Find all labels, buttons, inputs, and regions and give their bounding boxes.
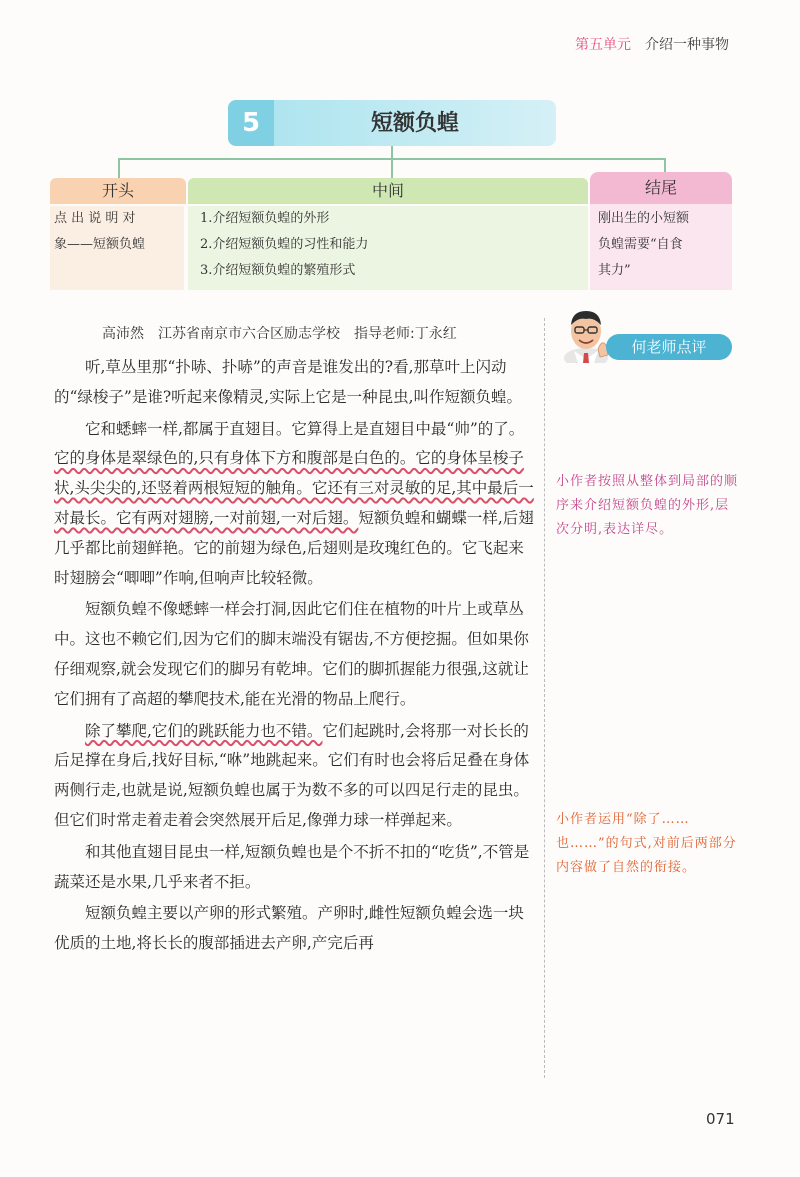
header-topic-label: 介绍一种事物 <box>645 37 729 53</box>
outline-start-body <box>50 206 184 290</box>
margin-divider <box>544 318 545 1078</box>
paragraph-text: 短额负蝗和蝴蝶一样,后翅几乎都比前翅鲜艳。它的前翅为绿色,后翅则是玫瑰红色的。它飞起来时翅膀会“唧唧”作响,但响声比较轻微。 <box>54 508 534 587</box>
outline-middle-item: 3.介绍短额负蝗的繁殖形式 <box>200 263 356 278</box>
essay-body <box>54 353 538 961</box>
lesson-title: 短额负蝗 <box>370 110 459 136</box>
outline-start-line: 点 出 说 明 对 <box>54 211 136 226</box>
outline-end-line: 刚出生的小短额 <box>598 211 690 226</box>
paragraph-text: 它们起跳时,会将那一对长长的后足撑在身后,找好目标,“咻”地跳起来。它们有时也会将后足叠在身体两侧行走,也就是说,短额负蝗也属于为数不多的可以四足行走的昆虫。但它们时常走着走着会突然展开后足,像弹力球一样弹起来。 <box>54 721 530 829</box>
paragraph: 和其他直翅目昆虫一样,短额负蝗也是个不折不扣的“吃货”,不管是蔬菜还是水果,几乎来者不拒。 <box>54 842 530 891</box>
connector-line <box>664 158 666 172</box>
connector-line <box>118 158 120 178</box>
header-unit-label: 第五单元 <box>575 37 631 53</box>
margin-comment: 小作者按照从整体到局部的顺序来介绍短额负蝗的外形,层次分明,表达详尽。 <box>556 474 739 537</box>
margin-comment: 小作者运用“除了……也……”的句式,对前后两部分内容做了自然的衔接。 <box>556 812 737 875</box>
outline-middle-item: 2.介绍短额负蝗的习性和能力 <box>200 237 369 252</box>
page-number: 071 <box>706 1110 735 1128</box>
outline-start-label: 开头 <box>50 178 186 204</box>
paragraph <box>54 717 538 836</box>
teacher-comment-tag: 何老师点评 <box>606 334 732 360</box>
highlighted-text: 除了攀爬,它们的跳跃能力也不错。 <box>85 721 323 740</box>
lesson-number: 5 <box>228 100 274 146</box>
outline-middle-item: 1.介绍短额负蝗的外形 <box>200 211 330 226</box>
outline-end-body <box>590 204 732 290</box>
highlighted-text: 它的身体是翠绿色的,只有身体下方和腹部是白色的。它的身体呈梭子状,头尖尖的,还竖着两根短短的触角。它还有三对灵敏的足,其中最后一对最长。它有两对翅膀,一对前翅,一对后翅。 <box>54 449 534 527</box>
author-byline: 高沛然 江苏省南京市六合区励志学校 指导老师:丁永红 <box>102 326 457 342</box>
teacher-avatar-icon <box>558 303 614 363</box>
paragraph: 短额负蝗不像蟋蟀一样会打洞,因此它们住在植物的叶片上或草丛中。这也不赖它们,因为它们的脚末端没有锯齿,不方便挖掘。但如果你仔细观察,就会发现它们的脚另有乾坤。它们的脚抓握能力很强,这就让它们拥有了高超的攀爬技术,能在光滑的物品上爬行。 <box>54 600 529 708</box>
outline-end-label: 结尾 <box>590 172 732 204</box>
outline-end-line: 负蝗需要“自食 <box>598 237 683 252</box>
outline-middle-body <box>188 206 588 290</box>
paragraph-text: 它和蟋蟀一样,都属于直翅目。它算得上是直翅目中最“帅”的了。 <box>85 419 525 438</box>
paragraph: 短额负蝗主要以产卵的形式繁殖。产卵时,雌性短额负蝗会选一块优质的土地,将长长的腹部插进去产卵,产完后再 <box>54 904 524 953</box>
paragraph <box>54 415 538 594</box>
outline-middle-label: 中间 <box>188 178 588 204</box>
paragraph: 听,草丛里那“扑哧、扑哧”的声音是谁发出的?看,那草叶上闪动的“绿梭子”是谁?听起来像精灵,实际上它是一种昆虫,叫作短额负蝗。 <box>54 358 523 406</box>
connector-line <box>391 158 393 178</box>
outline-end-line: 其力” <box>598 263 631 278</box>
outline-start-line: 象——短额负蝗 <box>54 237 146 252</box>
